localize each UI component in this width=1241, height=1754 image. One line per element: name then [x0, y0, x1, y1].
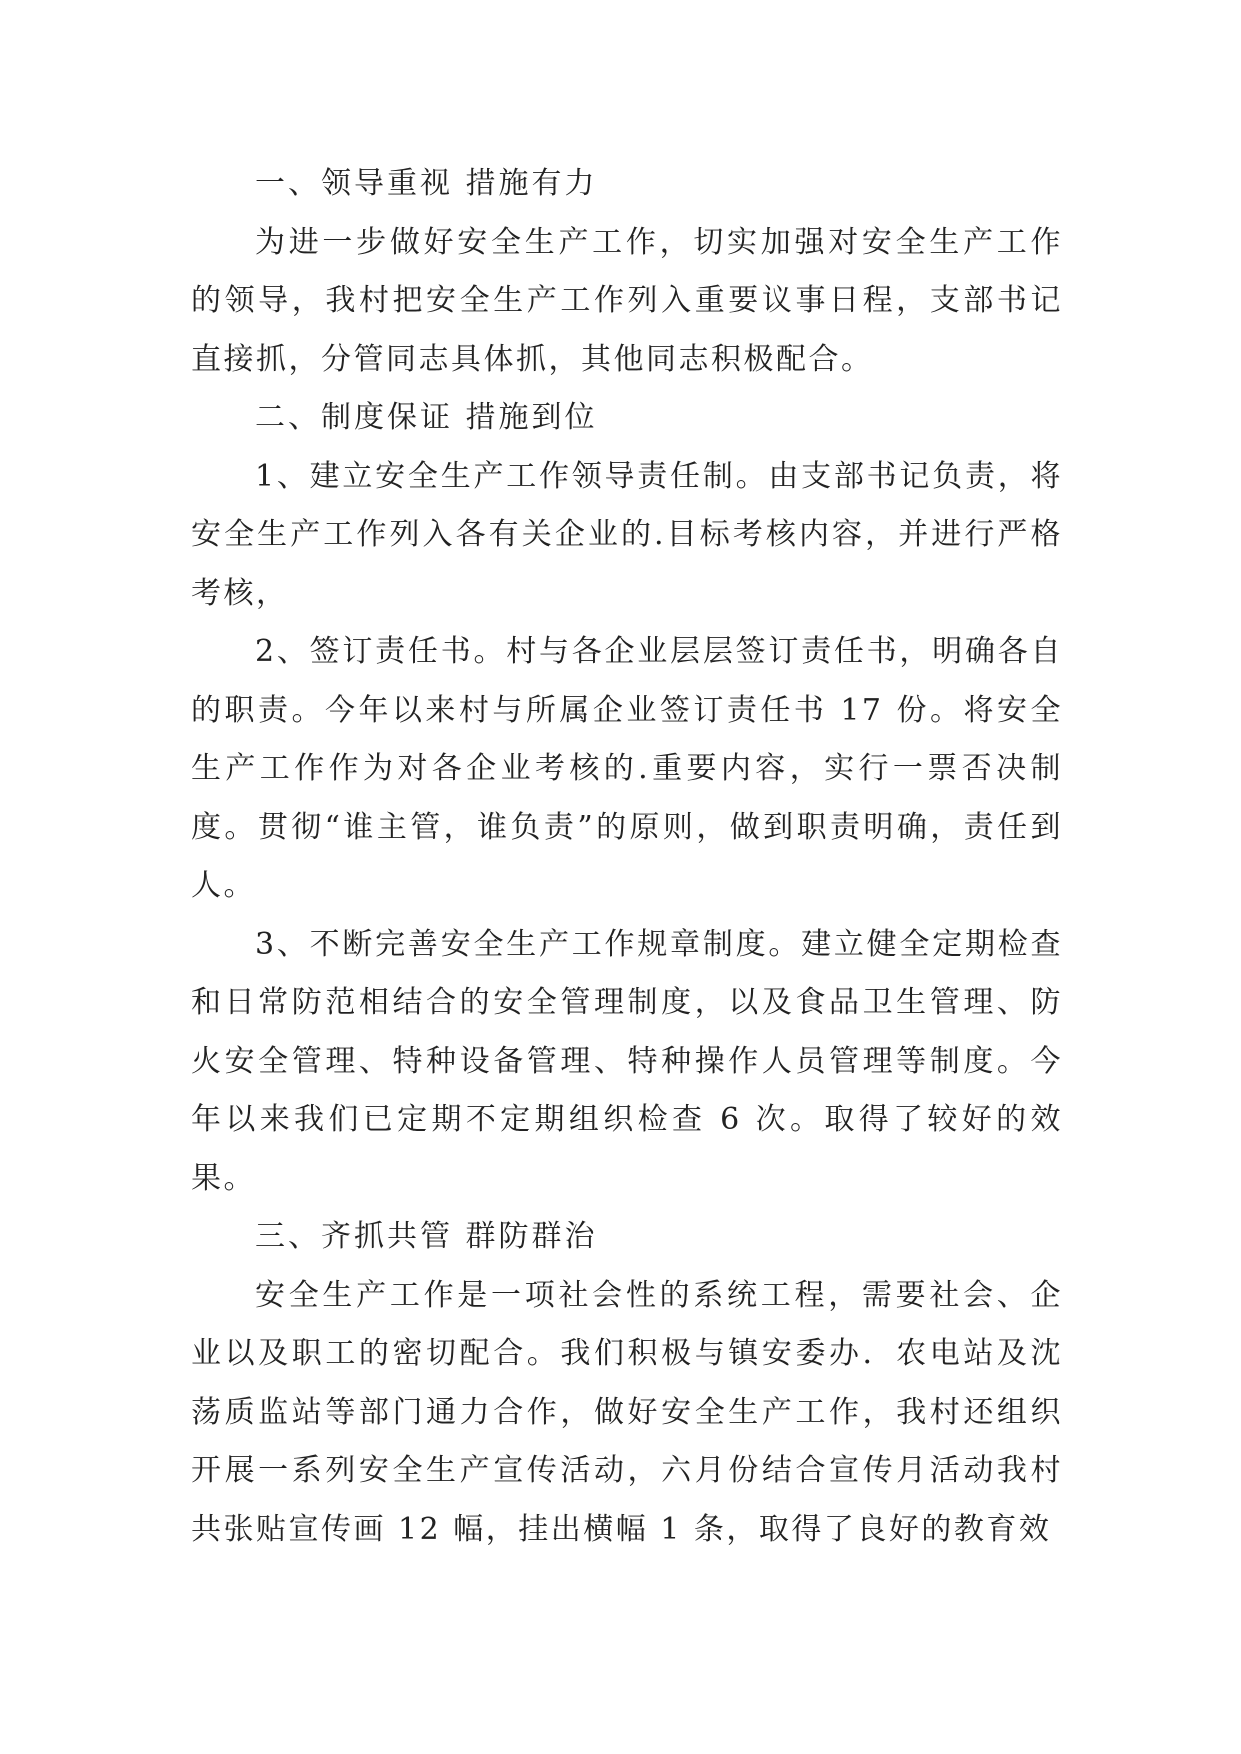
paragraph-3: 安全生产工作是一项社会性的系统工程，需要社会、企业以及职工的密切配合。我们积极与镇安委办．农电站及沈荡质监站等部门通力合作，做好安全生产工作，我村还组织开展一系列安全生产宣传活动，六月份结合宣传月活动我村共张贴宣传画 12 幅，挂出横幅 1 条，取得了良好的教育效: [191, 1277, 1063, 1547]
section-heading-3: 三、齐抓共管 群防群治: [255, 1219, 598, 1254]
paragraph-2-item-1: 1、建立安全生产工作领导责任制。由支部书记负责，将安全生产工作列入各有关企业的.目标考核内容，并进行严格考核，: [191, 458, 1063, 611]
section-heading-1: 一、领导重视 措施有力: [255, 166, 598, 201]
paragraph-2-item-3: 3、不断完善安全生产工作规章制度。建立健全定期检查和日常防范相结合的安全管理制度，以及食品卫生管理、防火安全管理、特种设备管理、特种操作人员管理等制度。今年以来我们已定期不定期组织检查 6 次。取得了较好的效果。: [191, 926, 1063, 1196]
document-body: [191, 155, 1063, 1559]
paragraph-1: 为进一步做好安全生产工作，切实加强对安全生产工作的领导，我村把安全生产工作列入重要议事日程，支部书记直接抓，分管同志具体抓，其他同志积极配合。: [191, 224, 1063, 377]
paragraph-2-item-2: 2、签订责任书。村与各企业层层签订责任书，明确各自的职责。今年以来村与所属企业签订责任书 17 份。将安全生产工作作为对各企业考核的.重要内容，实行一票否决制度。贯彻“谁主管，谁负责”的原则，做到职责明确，责任到人。: [191, 634, 1063, 903]
section-heading-2: 二、制度保证 措施到位: [255, 400, 598, 435]
